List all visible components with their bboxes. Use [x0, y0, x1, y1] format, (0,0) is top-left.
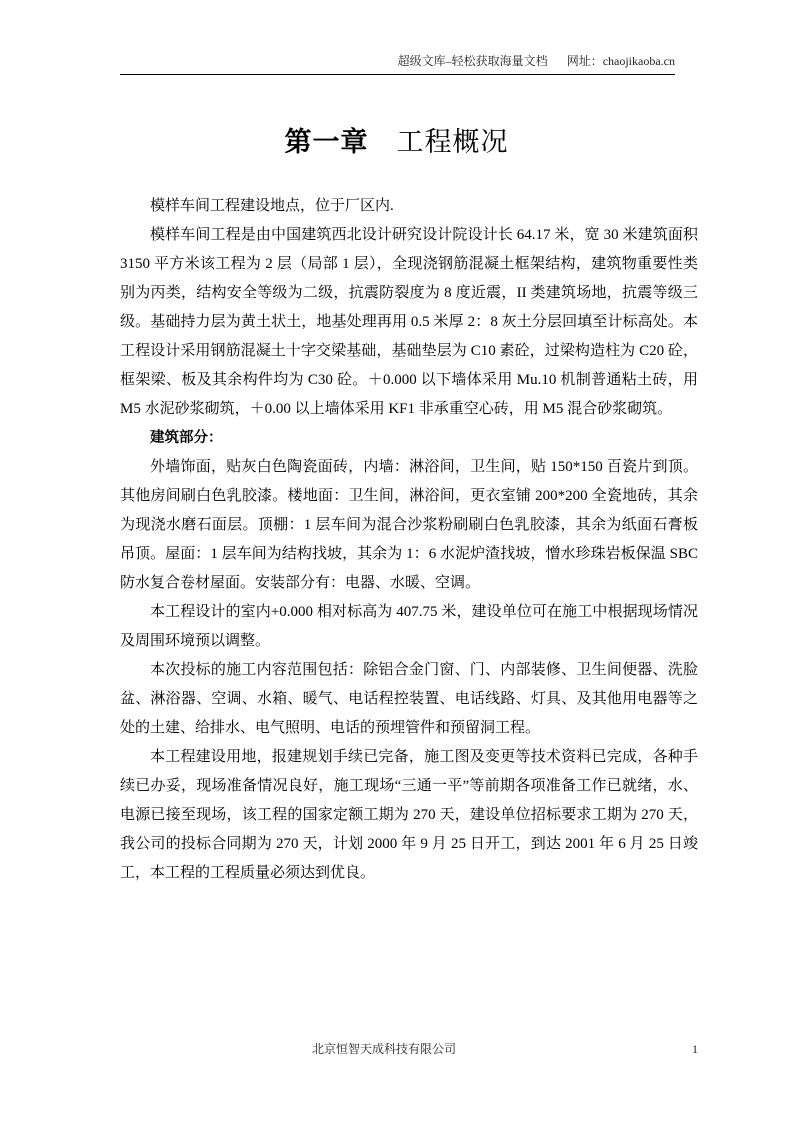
paragraph-finishes: 外墙饰面，贴灰白色陶瓷面砖，内墙：淋浴间，卫生间，贴 150*150 百瓷片到顶。其他房间刷白色乳胶漆。楼地面：卫生间，淋浴间，更衣室铺 200*200 全瓷地砖，其余为现浇水磨石面层。顶棚：1 层车间为混合沙浆粉刷刷白色乳胶漆，其余为纸面石膏板吊顶。屋面：1 层车间为结构找坡，其余为 1：6 水泥炉渣找坡，憎水珍珠岩板保温 SBC 防水复合卷材屋面。安装部分有：电器、水暖、空调。 [120, 459, 698, 591]
paragraph-schedule: 本工程建设用地，报建规划手续已完备，施工图及变更等技术资料已完成，各种手续已办妥，现场准备情况良好，施工现场“三通一平”等前期各项准备工作已就绪，水、电源已接至现场，该工程的国家定额工期为 270 天，建设单位招标要求工期为 270 天，我公司的投标合同期为 270 天，计划 2000 年 9 月 25 日开工，到达 2001 年 6 月 25 日竣工，本工程的工程质量必须达到优良。 [120, 749, 698, 881]
footer-company: 北京恒智天成科技有限公司 [312, 1042, 457, 1056]
paragraph-scope: 本次投标的施工内容范围包括：除铝合金门窗、门、内部装修、卫生间便器、洗脸盆、淋浴器、空调、水箱、暖气、电话程控装置、电话线路、灯具、及其他用电器等之处的土建、给排水、电气照明、电话的预埋管件和预留洞工程。 [120, 662, 698, 736]
chapter-number: 第一章 [284, 127, 369, 158]
paragraph-elevation: 本工程设计的室内+0.000 相对标高为 407.75 米，建设单位可在施工中根据现场情况及周围环境预以调整。 [120, 604, 698, 649]
section-heading-architecture: 建筑部分： [150, 430, 223, 446]
document-body [120, 192, 698, 888]
page-number: 1 [692, 1042, 698, 1056]
chapter-name: 工程概况 [396, 127, 509, 157]
page-header [120, 52, 675, 75]
paragraph-structure-overview: 模样车间工程是由中国建筑西北设计研究设计院设计长 64.17 米，宽 30 米建筑面积 3150 平方米该工程为 2 层（局部 1 层），全现浇钢筋混凝土框架结构，建筑物重要性类别为丙类，结构安全等级为二级，抗震防裂度为 8 度近震，II 类建筑场地，抗震等级三级。基础持力层为黄土状土，地基处理再用 0.5 米厚 2：8 灰土分层回填至计标高处。本工程设计采用钢筋混凝土十字交梁基础，基础垫层为 C10 素砼，过梁构造柱为 C20 砼，框架梁、板及其余构件均为 C30 砼。＋0.000 以下墙体采用 Mu.10 机制普通粘土砖，用 M5 水泥砂浆砌筑，＋0.00 以上墙体采用 KF1 非承重空心砖，用 M5 混合砂浆砌筑。 [120, 227, 698, 417]
header-site-label: 超级文库–轻松获取海量文档 [397, 54, 548, 68]
paragraph-location: 模样车间工程建设地点，位于厂区内. [150, 198, 394, 214]
header-url-label: 网址：chaojikaoba.cn [566, 54, 675, 68]
chapter-title [0, 122, 793, 163]
